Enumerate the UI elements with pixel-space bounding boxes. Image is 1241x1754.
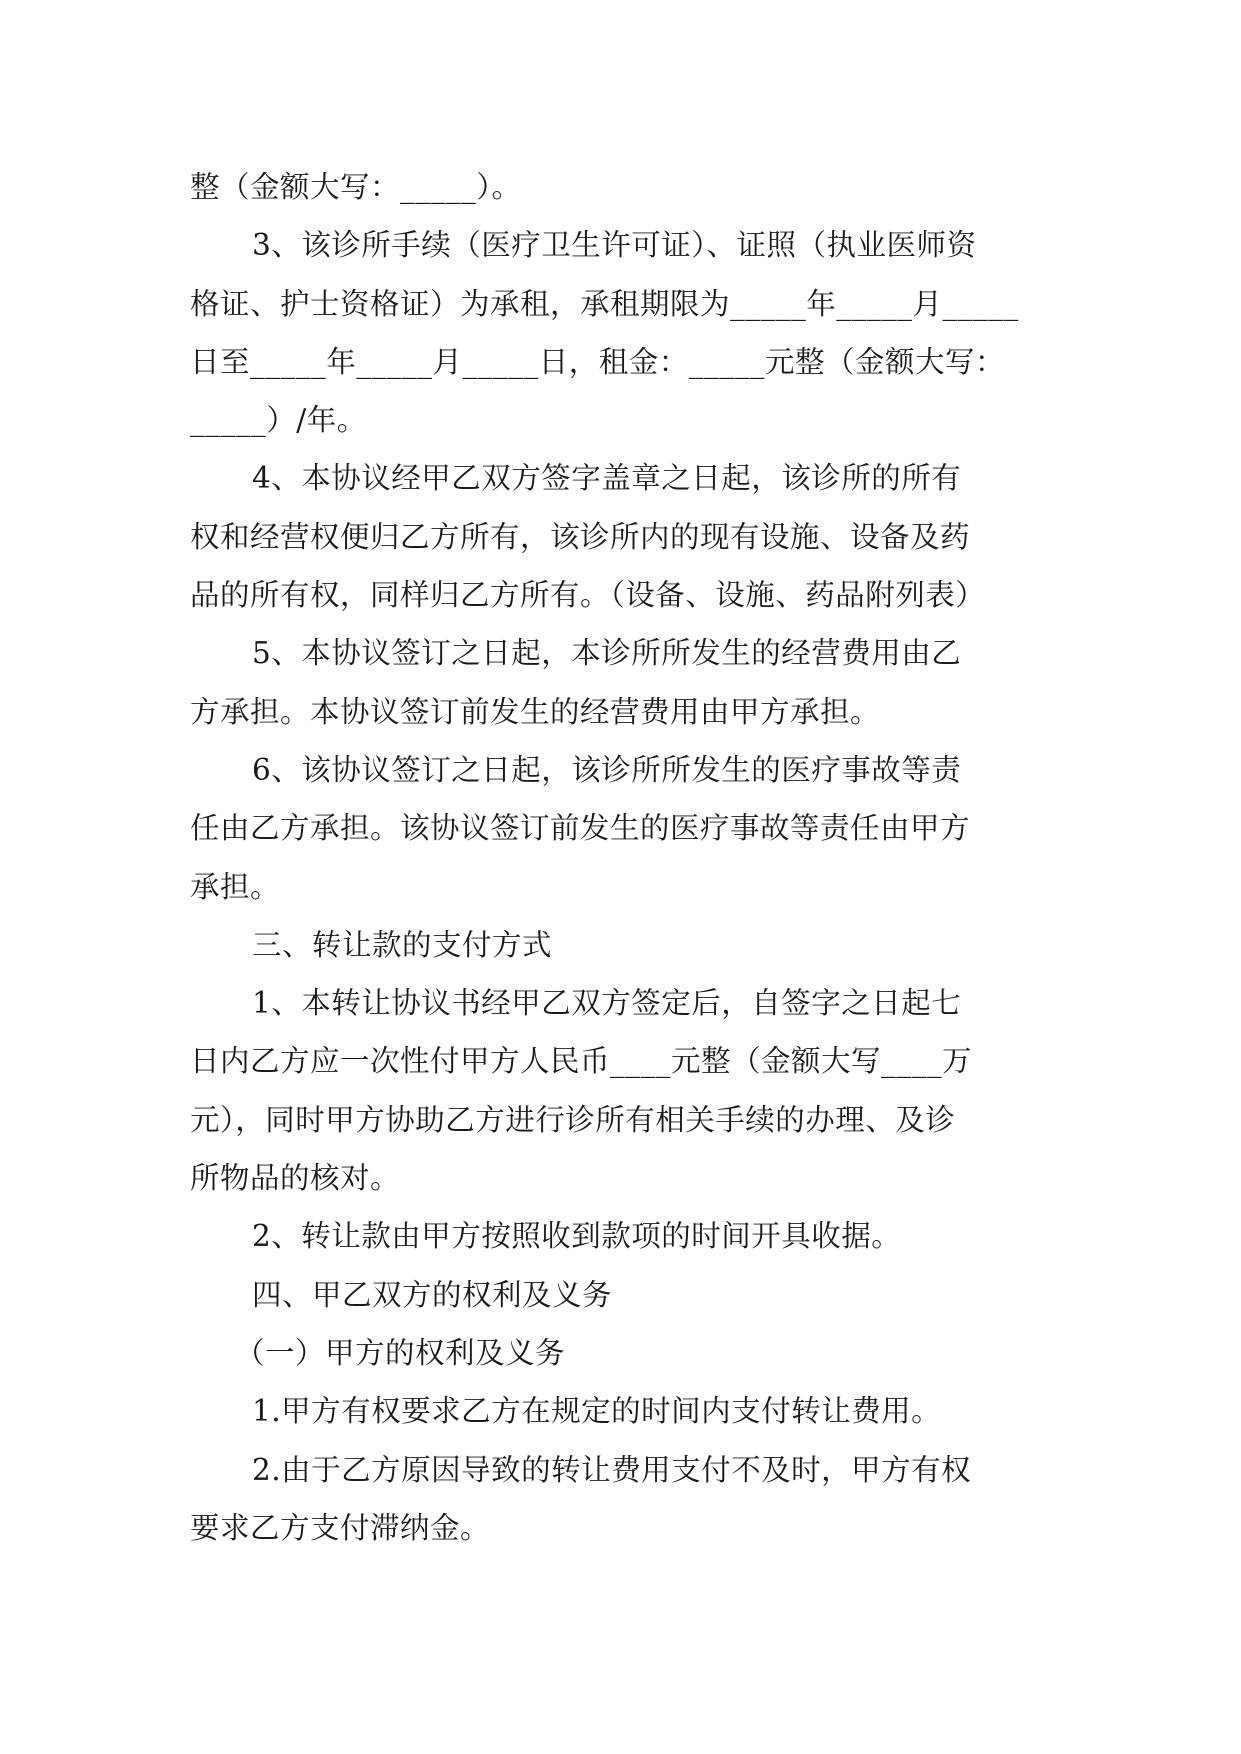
- payment-1-line-4: 所物品的核对。: [190, 1161, 401, 1196]
- clause-4-line-2: 权和经营权便归乙方所有，该诊所内的现有设施、设备及药: [190, 519, 971, 554]
- party-a-1-line-1: 1.甲方有权要求乙方在规定的时间内支付转让费用。: [252, 1394, 942, 1429]
- section-3-heading: 三、转让款的支付方式: [252, 927, 553, 962]
- text-line-1: 整（金额大写：_____）。: [190, 170, 522, 204]
- clause-4-line-1: 4、本协议经甲乙双方签字盖章之日起，该诊所的所有: [252, 461, 962, 496]
- clause-6-line-1: 6、该协议签订之日起，该诊所所发生的医疗事故等责: [252, 752, 962, 787]
- payment-2-line-1: 2、转让款由甲方按照收到款项的时间开具收据。: [252, 1219, 902, 1254]
- payment-1-line-2: 日内乙方应一次性付甲方人民币____元整（金额大写____万: [190, 1044, 973, 1079]
- clause-3-line-1: 3、该诊所手续（医疗卫生许可证）、证照（执业医师资: [252, 228, 977, 263]
- payment-1-line-1: 1、本转让协议书经甲乙双方签定后，自签字之日起七: [252, 986, 962, 1021]
- subsection-1-heading: （一）甲方的权利及义务: [235, 1335, 566, 1370]
- clause-6-line-2: 任由乙方承担。该协议签订前发生的医疗事故等责任由甲方: [190, 811, 971, 846]
- clause-3-line-4: _____）/年。: [190, 403, 367, 438]
- clause-5-line-1: 5、本协议签订之日起，本诊所所发生的经营费用由乙: [252, 636, 962, 671]
- section-4-heading: 四、甲乙双方的权利及义务: [252, 1277, 613, 1312]
- clause-6-line-3: 承担。: [190, 869, 281, 904]
- party-a-2-line-1: 2.由于乙方原因导致的转让费用支付不及时，甲方有权: [252, 1452, 972, 1487]
- clause-3-line-3: 日至_____年_____月_____日，租金：_____元整（金额大写：: [190, 344, 1006, 379]
- clause-5-line-2: 方承担。本协议签订前发生的经营费用由甲方承担。: [190, 694, 881, 729]
- document-page: [190, 158, 1052, 1557]
- clause-4-line-3: 品的所有权，同样归乙方所有。（设备、设施、药品附列表）: [190, 578, 986, 613]
- party-a-2-line-2: 要求乙方支付滞纳金。: [190, 1510, 491, 1545]
- payment-1-line-3: 元），同时甲方协助乙方进行诊所有相关手续的办理、及诊: [190, 1102, 956, 1137]
- clause-3-line-2: 格证、护士资格证）为承租，承租期限为_____年_____月_____: [190, 286, 1019, 321]
